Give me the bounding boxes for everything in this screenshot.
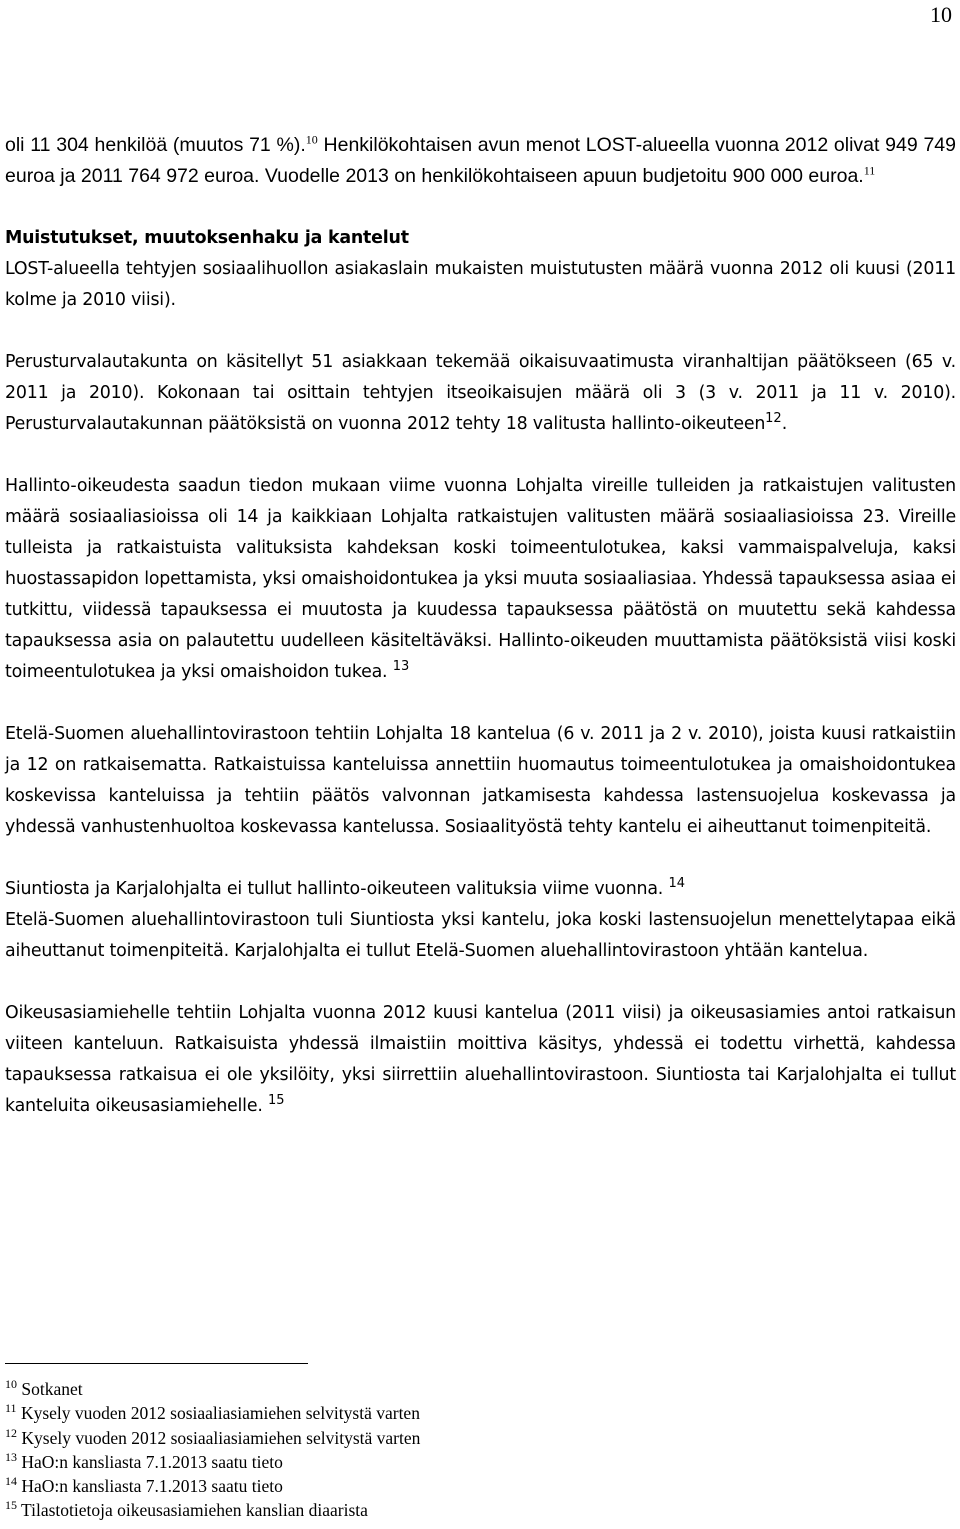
footnote-text: Kysely vuoden 2012 sosiaaliasiamiehen selvitystä varten	[16, 1403, 420, 1424]
footnote-13	[5, 1450, 420, 1474]
paragraph-oikaisuvaatimus	[5, 347, 956, 440]
paragraph-end: .	[781, 414, 788, 434]
paragraph-text: Perusturvalautakunta on käsitellyt 51 asiakkaan tekemää oikaisuvaatimusta viranhaltijan päätökseen (65 v. 2011 ja 2010). Kokonaan tai osittain tehtyjen itseoikaisujen määrä oli 3 (3 v. 2011 ja 11 v. 2010). Perusturvalautakunnan päätöksistä on vuonna 2012 tehty 18 valitusta hallinto-oikeuteen	[5, 352, 956, 434]
footnote-number: 11	[5, 1401, 17, 1416]
document-body	[5, 130, 956, 1122]
footnote-ref-14[interactable]: 14	[668, 876, 685, 892]
footnote-10	[5, 1377, 420, 1401]
intro-text: oli 11 304 henkilöä (muutos 71 %).	[5, 134, 306, 156]
page-number: 10	[930, 2, 952, 27]
footnote-ref-10[interactable]: 10	[305, 132, 318, 147]
paragraph-muistutukset: LOST-alueella tehtyjen sosiaalihuollon asiakaslain mukaisten muistutusten määrä vuonna 2012 oli kuusi (2011 kolme ja 2010 viisi).	[5, 259, 956, 310]
footnotes	[5, 1377, 420, 1523]
footnote-ref-13[interactable]: 13	[392, 659, 410, 675]
footnote-text: Kysely vuoden 2012 sosiaaliasiamiehen selvitystä varten	[17, 1427, 421, 1448]
footnote-text: HaO:n kansliasta 7.1.2013 saatu tieto	[17, 1451, 283, 1472]
footnote-text: HaO:n kansliasta 7.1.2013 saatu tieto	[17, 1476, 283, 1497]
section-heading: Muistutukset, muutoksenhaku ja kantelut	[5, 228, 409, 248]
footnote-11	[5, 1401, 420, 1425]
footnote-14	[5, 1474, 420, 1498]
footnote-12	[5, 1426, 420, 1450]
footnote-text: Tilastotietoja oikeusasiamiehen kanslian diaarista	[17, 1500, 368, 1521]
footnote-ref-15[interactable]: 15	[267, 1093, 285, 1109]
paragraph-text: Oikeusasiamiehelle tehtiin Lohjalta vuonna 2012 kuusi kantelua (2011 viisi) ja oikeusasiamies antoi ratkaisun viiteen kanteluun. Ratkaisuista yhdessä ilmaistiin moittiva käsitys, yhdessä ei todettu virhettä, kahdessa tapauksessa ratkaisua ei ole yksilöity, yksi siirrettiin aluehallintovirastoon. Siuntiosta tai Karjalohjalta ei tullut kanteluita oikeusasiamiehelle.	[5, 1003, 956, 1116]
footnote-number: 14	[5, 1474, 17, 1489]
paragraph-hallinto-oikeus	[5, 471, 956, 688]
footnote-15	[5, 1498, 420, 1522]
intro-paragraph	[5, 130, 956, 192]
footnote-text: Sotkanet	[17, 1379, 83, 1399]
paragraph-avi-kantelut: Etelä-Suomen aluehallintovirastoon tehtiin Lohjalta 18 kantelua (6 v. 2011 ja 2 v. 2010), joista kuusi ratkaistiin ja 12 on ratkaisematta. Ratkaistuissa kanteluissa annettiin huomautus toimeentulotukea ja omaishoidontukea koskevissa kanteluissa ja tehtiin päätös valvonnan jatkamisesta kahdessa lastensuojelua koskevassa ja yhdessä vanhustenhuoltoa koskevassa kantelussa. Sosiaalityöstä tehty kantelu ei aiheuttanut toimenpiteitä.	[5, 724, 956, 837]
footnote-number: 13	[5, 1450, 17, 1465]
footnote-ref-12[interactable]: 12	[765, 411, 782, 427]
paragraph-text: Hallinto-oikeudesta saadun tiedon mukaan viime vuonna Lohjalta vireille tulleiden ja ratkaistujen valitusten määrä sosiaaliasioissa oli 14 ja kaikkiaan Lohjalta ratkaistujen valitusten määrä sosiaaliasioissa 23. Vireille tulleista ja ratkaistuista valituksista kahdeksan koski toimeentulotukea, kaksi vammaispalveluja, kaksi huostassapidon lopettamista, yksi omaishoidontukea ja yksi muuta sosiaaliasiaa. Yhdessä tapauksessa asiaa ei tutkittu, viidessä tapauksessa ei muutosta ja kuudessa tapauksessa päätöstä on muutettu sekä kahdessa tapauksessa asia on palautettu uudelleen käsiteltäväksi. Hallinto-oikeuden muuttamista päätöksistä viisi koski toimeentulotukea ja yksi omaishoidon tukea.	[5, 476, 956, 682]
paragraph-text: Siuntiosta ja Karjalohjalta ei tullut hallinto-oikeuteen valituksia viime vuonna.	[5, 879, 664, 899]
footnote-separator	[5, 1363, 308, 1364]
footnote-number: 15	[5, 1498, 17, 1513]
footnote-ref-11[interactable]: 11	[863, 163, 876, 178]
paragraph-siuntio-avi: Etelä-Suomen aluehallintovirastoon tuli Siuntiosta yksi kantelu, joka koski lastensuojelun menettelytapaa eikä aiheuttanut toimenpiteitä. Karjalohjalta ei tullut Etelä-Suomen aluehallintovirastoon yhtään kantelua.	[5, 910, 956, 961]
footnote-number: 12	[5, 1425, 17, 1440]
footnote-number: 10	[5, 1377, 17, 1392]
paragraph-oikeusasiamies	[5, 998, 956, 1122]
paragraph-siuntio	[5, 874, 956, 905]
intro-text-cont: Henkilökohtaisen avun menot LOST-alueella vuonna 2012 olivat 949 749 euroa ja 2011 764 972 euroa. Vuodelle 2013 on henkilökohtaiseen apuun budjetoitu 900 000 euroa.	[5, 134, 956, 187]
